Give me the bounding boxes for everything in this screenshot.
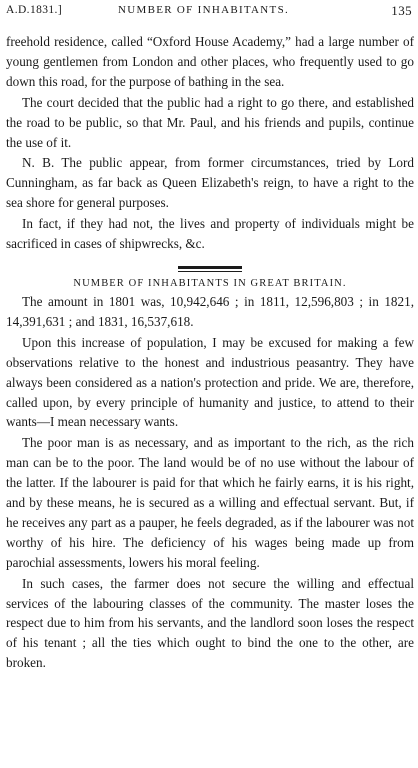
paragraph-peasantry: Upon this increase of population, I may be excused for making a few observations relative to the honest and industrious peasantry. They have always been considered as a nation's protection and pride. We are, therefore, called upon, by every principle of humanity and justice, to attend to their wants—I mean necessary wants. [6,334,414,430]
section-heading: NUMBER OF INHABITANTS IN GREAT BRITAIN. [73,277,347,289]
divider-thick-rule [178,266,242,269]
section-divider [6,266,414,272]
book-page [6,4,414,673]
running-head-year: A.D.1831.] [6,4,63,16]
paragraph-poor-man: The poor man is as necessary, and as important to the rich, as the rich man can be to the poor. The land would be of no use without the labour of the latter. If the labourer is paid for that which he fairly earns, it is his right, and by these means, he is secured as a willing and effectual servant. But, if he receives any part as a pauper, he feels degraded, as if the labourer was not worthy of his hire. The deficiency of his wages being made up from parochial assessments, lowers his moral feeling. [6,435,414,570]
paragraph-oxford-house: freehold residence, called “Oxford House Academy,” had a large number of young gentlemen from London and other places, who frequently used to go down this road, for the purpose of bathing in the sea. [6,34,414,89]
divider-thin-rule [178,271,242,272]
paragraph-population-figures: The amount in 1801 was, 10,942,646 ; in 1811, 12,596,803 ; in 1821, 14,391,631 ; and 1831, 16,537,618. [6,293,414,329]
running-head [6,4,414,22]
page-number: 135 [391,3,412,18]
paragraph-nota-bene: N. B. The public appear, from former circumstances, tried by Lord Cunningham, as far back as Queen Elizabeth's reign, to have a right to the sea shore for general purposes. [6,155,414,211]
paragraph-farmer: In such cases, the farmer does not secure the willing and effectual services of the labouring classes of the community. The master loses the respect due to him from his servants, and the landlord soon loses the respect of his tenant ; all the ties which ought to bind the one to the other, are broken. [6,575,414,671]
paragraph-court-decision: The court decided that the public had a right to go there, and established the road to be public, so that Mr. Paul, and his friends and pupils, continue the use of it. [6,94,414,150]
paragraph-shipwrecks: In fact, if they had not, the lives and property of individuals might be sacrificed in cases of shipwrecks, &c. [6,216,414,252]
running-head-title: NUMBER OF INHABITANTS. [118,4,290,16]
